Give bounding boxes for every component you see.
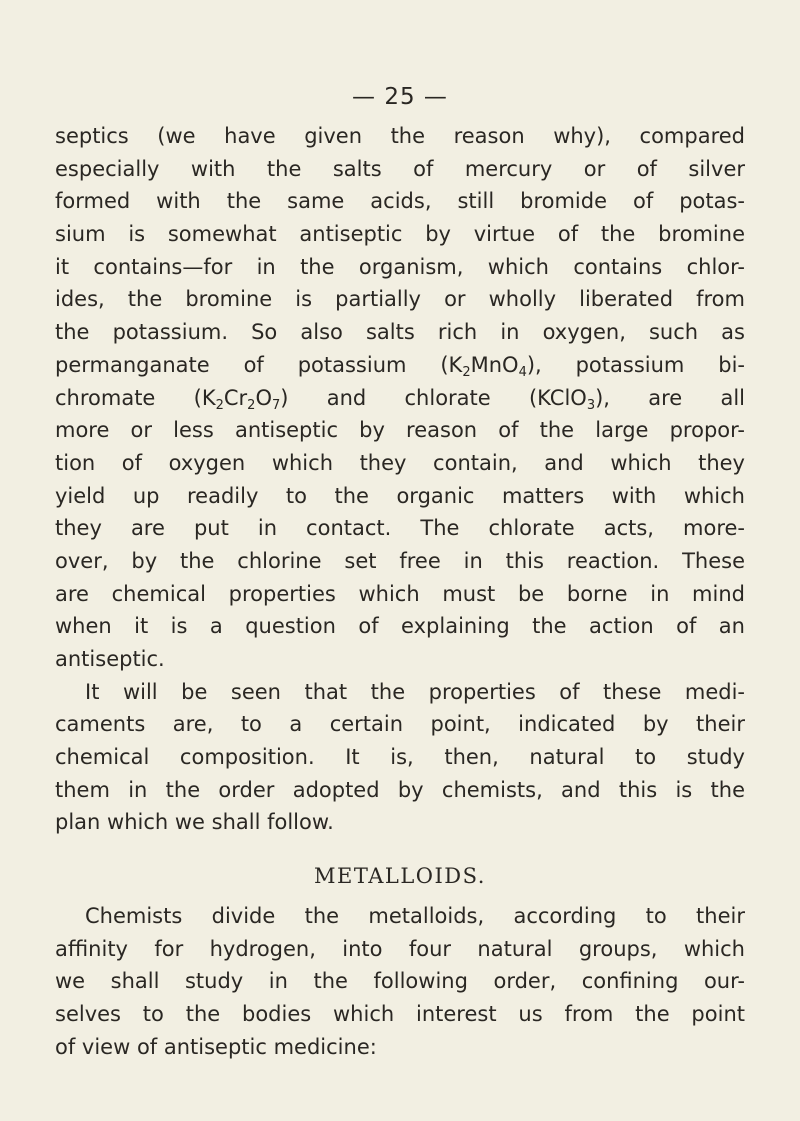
text-line: septics (we have given the reason why), compared bbox=[55, 124, 745, 148]
text-line: ides, the bromine is partially or wholly liberated from bbox=[55, 287, 745, 312]
subscript: 2 bbox=[215, 397, 224, 413]
formula-text: permanganate of potassium (K bbox=[55, 352, 463, 377]
text-line: we shall study in the following order, confining our- bbox=[55, 969, 745, 994]
body-text bbox=[55, 120, 745, 839]
subscript: 3 bbox=[586, 397, 596, 413]
text-line: plan which we shall follow. bbox=[55, 810, 334, 835]
subscript: 4 bbox=[518, 364, 527, 380]
formula-text: O bbox=[255, 385, 272, 410]
formula-text: Cr bbox=[223, 385, 248, 410]
formula-text: chromate (K bbox=[55, 385, 216, 410]
text-line: of view of antiseptic medicine: bbox=[55, 1034, 377, 1059]
section-heading: METALLOIDS. bbox=[314, 864, 486, 888]
text-line: caments are, to a certain point, indicated by their bbox=[55, 712, 745, 737]
text-line: especially with the salts of mercury or of silver bbox=[55, 156, 745, 181]
formula-text: MnO bbox=[470, 352, 519, 377]
text-line: selves to the bodies which interest us from the point bbox=[55, 1002, 745, 1027]
text-line: tion of oxygen which they contain, and which they bbox=[55, 450, 745, 475]
text-line: chemical composition. It is, then, natural to study bbox=[55, 745, 745, 770]
subscript: 7 bbox=[271, 397, 281, 413]
text-line: affinity for hydrogen, into four natural groups, which bbox=[55, 936, 745, 961]
text-line: them in the order adopted by chemists, and this is the bbox=[55, 777, 745, 802]
text-line: it contains—for in the organism, which contains chlor- bbox=[55, 254, 745, 279]
formula-text: ), are all bbox=[595, 385, 745, 410]
text-line: Chemists divide the metalloids, according to their bbox=[85, 904, 745, 928]
text-line: the potassium. So also salts rich in oxygen, such as bbox=[55, 320, 745, 345]
text-line: they are put in contact. The chlorate acts, more- bbox=[55, 516, 745, 541]
page-number: — 25 — bbox=[352, 84, 448, 110]
formula-text: ), potassium bi- bbox=[526, 352, 745, 377]
text-line: antiseptic. bbox=[55, 647, 165, 671]
subscript: 2 bbox=[247, 397, 256, 413]
text-line: formed with the same acids, still bromide of potas- bbox=[55, 189, 745, 214]
formula-line-permanganate bbox=[55, 349, 745, 382]
formula-line-bichromate bbox=[55, 382, 745, 415]
formula-text: ) and chlorate (KClO bbox=[280, 385, 587, 410]
body-text-metalloids bbox=[55, 900, 745, 1063]
text-line: sium is somewhat antiseptic by virtue of the bromine bbox=[55, 222, 745, 247]
subscript: 2 bbox=[462, 364, 471, 380]
text-line: more or less antiseptic by reason of the large propor- bbox=[55, 418, 745, 443]
text-line: over, by the chlorine set free in this reaction. These bbox=[55, 548, 745, 573]
text-line: yield up readily to the organic matters with which bbox=[55, 483, 745, 508]
text-line: are chemical properties which must be borne in mind bbox=[55, 581, 745, 606]
text-line: It will be seen that the properties of these medi- bbox=[85, 679, 745, 704]
text-line: when it is a question of explaining the action of an bbox=[55, 614, 745, 639]
